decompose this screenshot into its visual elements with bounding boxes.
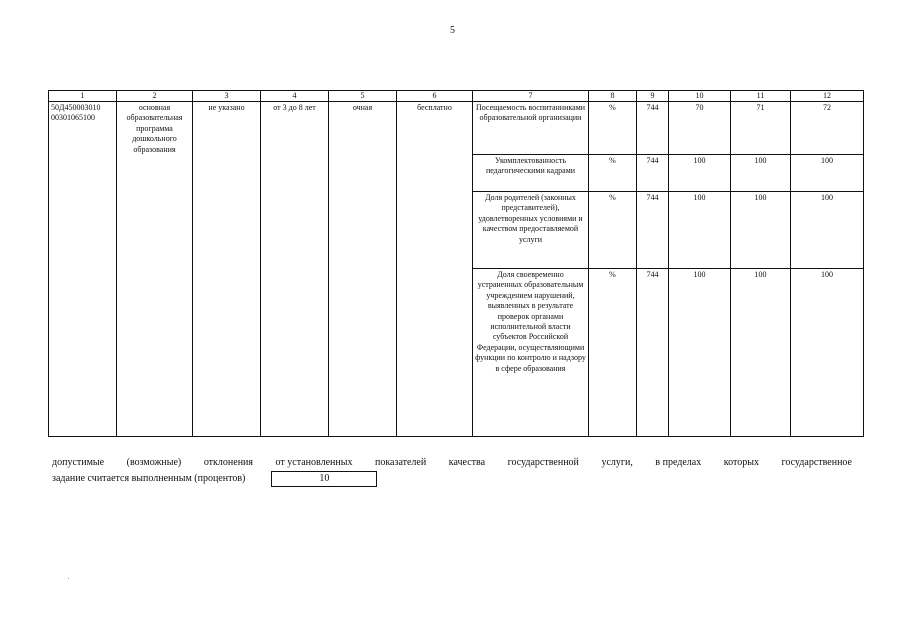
okei-cell: 744 (637, 102, 669, 155)
header-cell: 9 (637, 91, 669, 102)
indicator-cell: Посещаемость воспитанниками образовательной организации (473, 102, 589, 155)
word: которых (723, 457, 759, 468)
word: государственное (781, 457, 852, 468)
value-cell: 100 (669, 192, 731, 269)
word: от установленных (275, 457, 353, 468)
indicator-cell: Доля родителей (законных представителей), удовлетворенных условиями и качеством предоставляемой услуги (473, 192, 589, 269)
indicator-cell: Доля своевременно устраненных образовательным учреждением нарушений, выявленных в результате проверок органами исполнительной власти субъектов Российской Федерации, осуществляющими функции по контролю и надзору в сфере образования (473, 269, 589, 437)
header-row (49, 91, 864, 102)
header-cell: 4 (261, 91, 329, 102)
value-cell: 100 (731, 269, 791, 437)
header-cell: 12 (791, 91, 864, 102)
value-cell: 100 (791, 155, 864, 192)
value-cell: 100 (669, 155, 731, 192)
indicator-cell: Укомплектованность педагогическими кадрами (473, 155, 589, 192)
age-cell: от 3 до 8 лет (261, 102, 329, 437)
header-cell: 5 (329, 91, 397, 102)
header-cell: 2 (117, 91, 193, 102)
word: качества (448, 457, 486, 468)
col3-cell: не указано (193, 102, 261, 437)
deviation-line-2 (52, 471, 852, 487)
word: государственной (507, 457, 579, 468)
header-cell: 10 (669, 91, 731, 102)
service-code-cell: 50Д450003010 00301065100 (49, 102, 117, 437)
deviation-line-1 (52, 455, 852, 471)
word: допустимые (52, 457, 105, 468)
header-cell: 11 (731, 91, 791, 102)
header-cell: 8 (589, 91, 637, 102)
header-cell: 3 (193, 91, 261, 102)
header-cell: 6 (397, 91, 473, 102)
okei-cell: 744 (637, 269, 669, 437)
deviation-note (52, 455, 852, 487)
unit-cell: % (589, 155, 637, 192)
value-cell: 72 (791, 102, 864, 155)
value-cell: 100 (791, 192, 864, 269)
unit-cell: % (589, 192, 637, 269)
indicators-table (48, 90, 864, 437)
value-cell: 70 (669, 102, 731, 155)
value-cell: 100 (731, 155, 791, 192)
deviation-label: задание считается выполненным (процентов) (52, 473, 246, 484)
value-cell: 100 (791, 269, 864, 437)
word: (возможные) (126, 457, 182, 468)
value-cell: 100 (669, 269, 731, 437)
word: в пределах (655, 457, 702, 468)
value-cell: 71 (731, 102, 791, 155)
okei-cell: 744 (637, 155, 669, 192)
deviation-value-box: 10 (271, 471, 377, 487)
value-cell: 100 (731, 192, 791, 269)
scan-speck (68, 578, 69, 579)
okei-cell: 744 (637, 192, 669, 269)
unit-cell: % (589, 269, 637, 437)
table-row (49, 102, 864, 155)
unit-cell: % (589, 102, 637, 155)
program-cell: основная образовательная программа дошкольного образования (117, 102, 193, 437)
header-cell: 7 (473, 91, 589, 102)
word: показателей (375, 457, 427, 468)
header-cell: 1 (49, 91, 117, 102)
payment-cell: бесплатно (397, 102, 473, 437)
word: услуги, (601, 457, 633, 468)
form-cell: очная (329, 102, 397, 437)
word: отклонения (203, 457, 253, 468)
page-number: 5 (450, 25, 455, 36)
